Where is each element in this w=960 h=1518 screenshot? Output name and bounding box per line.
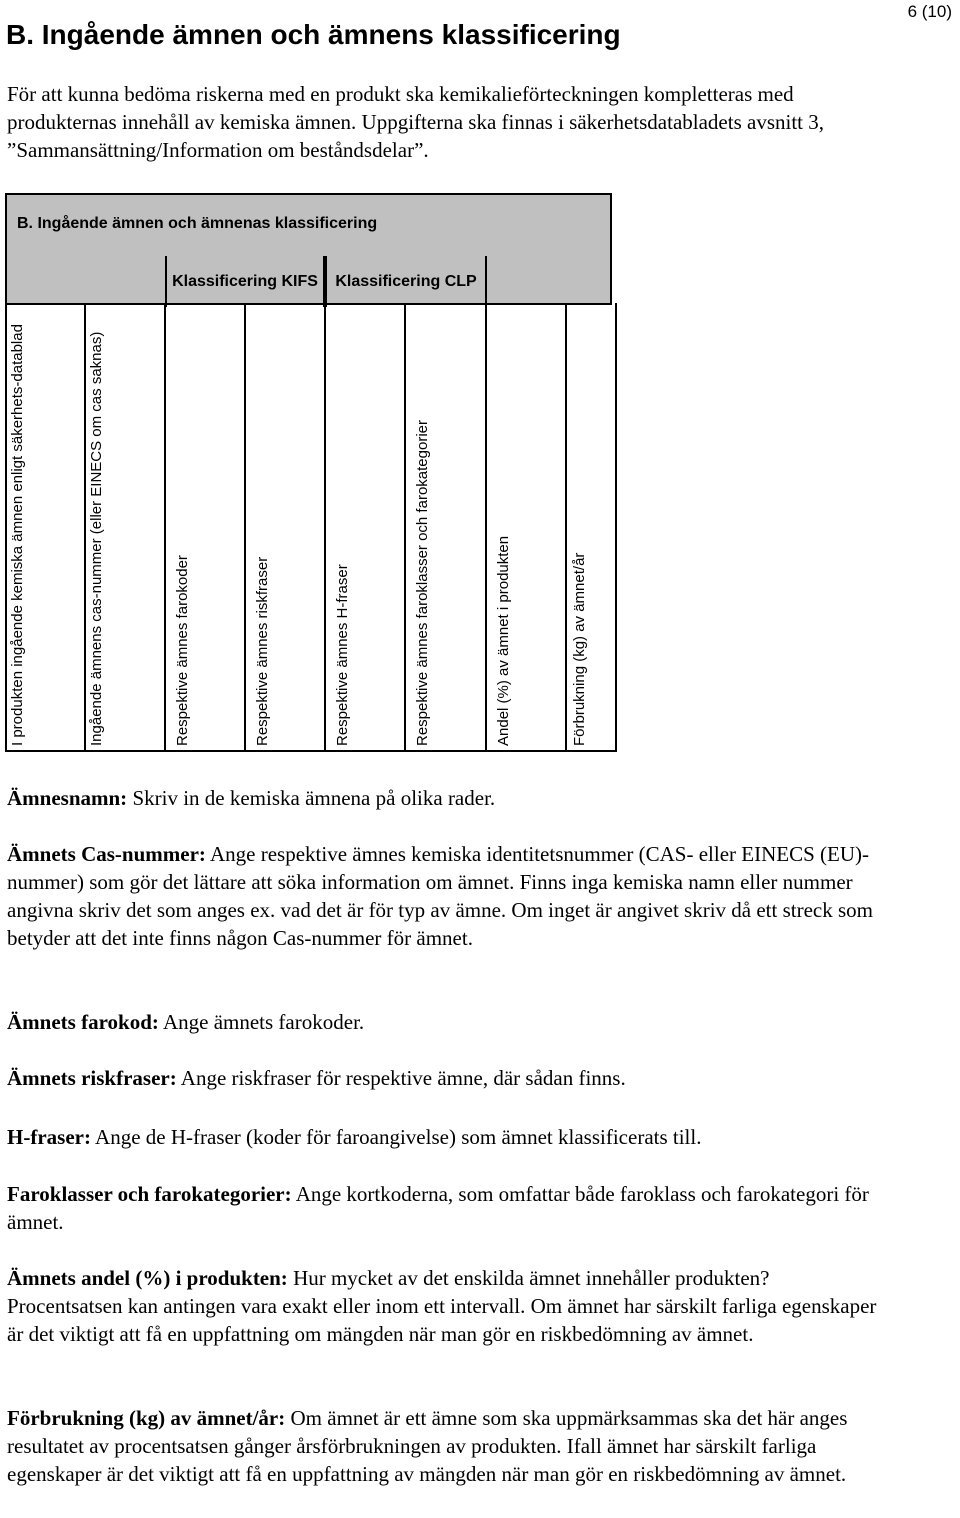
column-label: Respektive ämnes H-fraser [334,564,351,746]
column-risk-phrases [246,303,326,750]
page-number: 6 (10) [907,2,952,21]
page-title: B. Ingående ämnen och ämnens klassificering [6,19,621,50]
substance-form-table [5,193,615,752]
description-hazard-code [7,1008,887,1036]
description-label: Ämnets farokod: [7,1010,159,1034]
column-label: Respektive ämnes faroklasser och farokategorier [414,420,431,746]
column-hazard-classes [406,303,487,750]
column-percentage [487,303,567,750]
description-text: Ange kortkoderna, som omfattar både faroklass och farokategori för ämnet. [7,1182,869,1234]
description-text: Ange riskfraser för respektive ämne, där sådan finns. [176,1066,626,1090]
description-consumption [7,1404,887,1488]
column-label: Respektive ämnes farokoder [174,555,191,746]
form-table-header [5,193,612,305]
classification-kifs-header: Klassificering KIFS [165,256,325,307]
column-h-phrases [326,303,406,750]
column-cas-number [86,303,166,750]
description-label: Förbrukning (kg) av ämnet/år: [7,1406,286,1430]
description-text: Hur mycket av det enskilda ämnet innehåller produkten? Procentsatsen kan antingen vara exakt eller inom ett intervall. Om ämnet har särskilt farliga egenskaper är det viktigt att få en uppfattning om mängden när man gör en riskbedömning av ämnet. [7,1266,877,1346]
description-label: Faroklasser och farokategorier: [7,1182,292,1206]
column-consumption [567,303,617,750]
description-text: Om ämnet är ett ämne som ska uppmärksammas ska det här anges resultatet av procentsatsen gånger årsförbrukningen av produkten. Ifall ämnet har särskilt farliga egenskaper är det viktigt att få en uppfattning av mängden när man gör en riskbedömning av ämnet. [7,1406,848,1486]
column-label: Ingående ämnens cas-nummer (eller EINECS om cas saknas) [88,331,105,746]
description-label: H-fraser: [7,1125,91,1149]
description-h-phrases [7,1123,887,1151]
intro-paragraph: För att kunna bedöma riskerna med en produkt ska kemikalieförteckningen kompletteras med produkternas innehåll av kemiska ämnen. Uppgifterna ska finnas i säkerhetsdatabladets avsnitt 3, ”Sammansättning/Information om beståndsdelar”. [7,82,825,162]
description-text: Ange ämnets farokoder. [158,1010,365,1034]
description-label: Ämnesnamn: [7,786,128,810]
classification-clp-header: Klassificering CLP [325,256,485,307]
description-label: Ämnets Cas-nummer: [7,842,206,866]
column-label: Förbrukning (kg) av ämnet/år [571,552,588,746]
description-percentage [7,1264,887,1348]
form-table-title: B. Ingående ämnen och ämnenas klassificering [17,215,378,232]
header-divider [485,256,487,307]
description-text: Ange respektive ämnes kemiska identitetsnummer (CAS- eller EINECS (EU)-nummer) som gör det lättare att söka information om ämnet. Finns inga kemiska namn eller nummer angivna skriv det som anges ex. vad det är för typ av ämne. Om inget är angivet skriv då ett streck som betyder att det inte finns någon Cas-nummer för ämnet. [7,842,874,950]
description-substance-name [7,784,887,812]
description-text: Ange de H-fraser (koder för faroangivelse) som ämnet klassificerats till. [90,1125,702,1149]
description-risk-phrases [7,1064,887,1092]
column-label: Respektive ämnes riskfraser [254,556,271,746]
column-hazard-codes [166,303,246,750]
description-text: Skriv in de kemiska ämnena på olika rader. [127,786,496,810]
description-hazard-classes [7,1180,887,1236]
description-label: Ämnets riskfraser: [7,1066,177,1090]
column-substance-name [7,303,86,750]
column-header-row [5,303,617,752]
column-label: I produkten ingående kemiska ämnen enligt säkerhets-datablad [9,324,26,746]
description-cas-number [7,840,887,952]
column-label: Andel (%) av ämnet i produkten [495,535,512,746]
description-label: Ämnets andel (%) i produkten: [7,1266,288,1290]
